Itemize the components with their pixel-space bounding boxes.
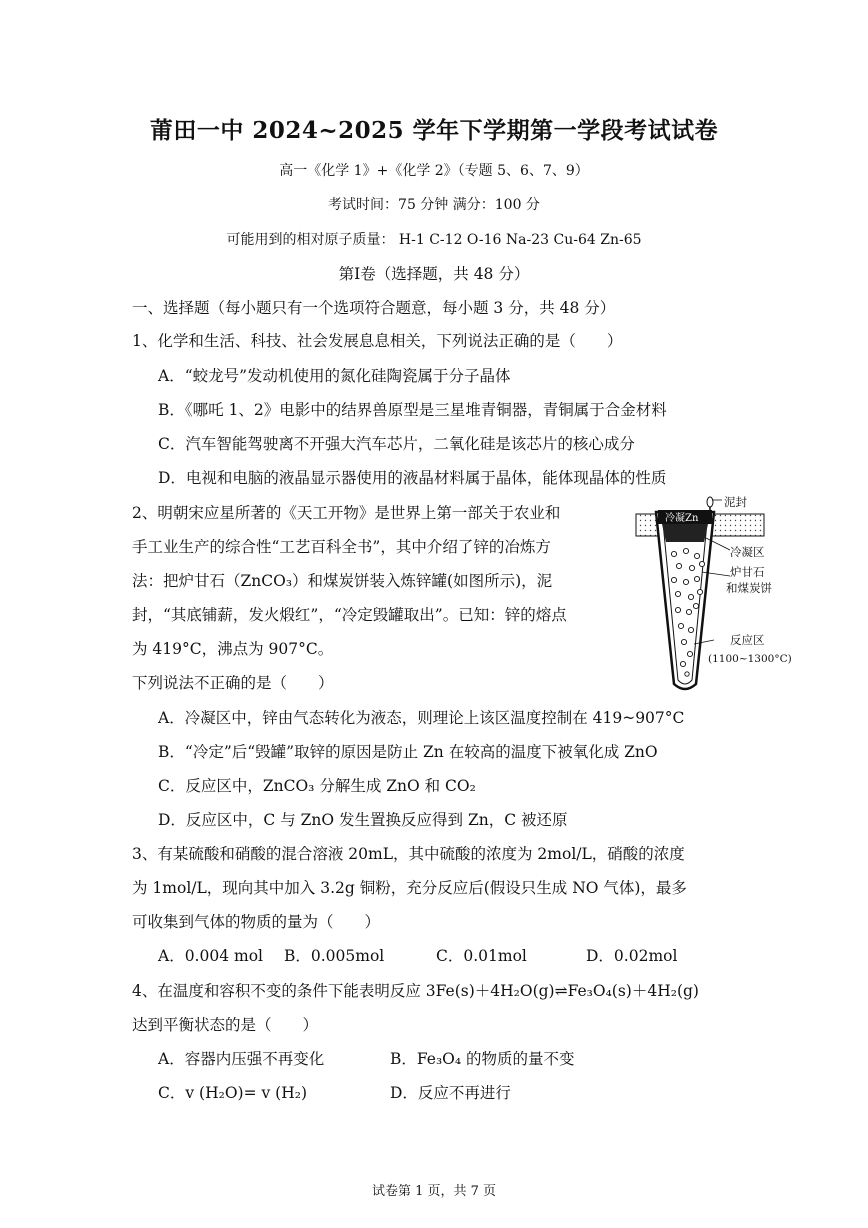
q2-line-5: 为 419°C，沸点为 907°C。 — [132, 640, 334, 658]
q4-line-2: 达到平衡状态的是（ ） — [132, 1016, 319, 1034]
zinc-smelting-diagram — [634, 494, 814, 694]
q1-option-a: A．“蛟龙号”发动机使用的氮化硅陶瓷属于分子晶体 — [158, 367, 511, 385]
q2-line-4: 封，“其底铺薪，发火煅红”，“冷定毁罐取出”。已知：锌的熔点 — [132, 606, 567, 624]
reaction-temp-label: (1100~1300°C) — [708, 653, 792, 665]
q2-option-c: C．反应区中，ZnCO₃ 分解生成 ZnO 和 CO₂ — [158, 777, 476, 795]
q1-stem: 1、化学和生活、科技、社会发展息息相关，下列说法正确的是（ ） — [132, 332, 623, 350]
q3-option-b: B．0.005mol — [284, 947, 385, 965]
reaction-zone-label: 反应区 — [730, 633, 765, 647]
q1-option-c: C．汽车智能驾驶离不开强大汽车芯片，二氧化硅是该芯片的核心成分 — [158, 435, 635, 453]
exam-time: 考试时间：75 分钟 满分：100 分 — [328, 197, 540, 213]
q2-option-b: B．“冷定”后“毁罐”取锌的原因是防止 Zn 在较高的温度下被氧化成 ZnO — [158, 743, 658, 761]
exam-subject: 高一《化学 1》+《化学 2》（专题 5、6、7、9） — [279, 163, 589, 179]
zinc-label: 冷凝Zn — [665, 513, 699, 524]
q4-option-a: A．容器内压强不再变化 — [158, 1050, 325, 1068]
exam-title: 莆田一中 2024~2025 学年下学期第一学段考试试卷 — [149, 117, 719, 144]
q3-line-2: 为 1mol/L，现向其中加入 3.2g 铜粉，充分反应后(假设只生成 NO 气体)，最多 — [132, 879, 687, 897]
q1-option-d: D．电视和电脑的液晶显示器使用的液晶材料属于晶体，能体现晶体的性质 — [158, 469, 667, 487]
q2-line-2: 手工业生产的综合性“工艺百科全书”，其中介绍了锌的冶炼方 — [132, 538, 551, 556]
q3-line-3: 可收集到气体的物质的量为（ ） — [132, 913, 381, 931]
q2-line-6: 下列说法不正确的是（ ） — [132, 674, 334, 692]
condense-chamber — [662, 524, 708, 542]
q3-option-a: A．0.004 mol — [158, 947, 263, 965]
q2-option-a: A．冷凝区中，锌由气态转化为液态，则理论上该区温度控制在 419~907°C — [158, 709, 685, 727]
q2-line-3: 法：把炉甘石（ZnCO₃）和煤炭饼装入炼锌罐(如图所示)，泥 — [132, 572, 553, 590]
volume-heading: 第Ⅰ卷（选择题，共 48 分） — [338, 265, 530, 283]
ore-label-line1: 炉甘石 — [730, 565, 765, 579]
q4-option-b: B．Fe₃O₄ 的物质的量不变 — [390, 1050, 575, 1068]
q3-option-d: D．0.02mol — [586, 947, 678, 965]
q2-option-d: D．反应区中，C 与 ZnO 发生置换反应得到 Zn，C 被还原 — [158, 811, 568, 829]
page-footer: 试卷第 1 页，共 7 页 — [371, 1184, 497, 1199]
ore-label-line2: 和煤炭饼 — [726, 581, 772, 595]
q1-option-b: B．《哪吒 1、2》电影中的结界兽原型是三星堆青铜器，青铜属于合金材料 — [158, 401, 667, 419]
seal-label: 泥封 — [724, 495, 747, 509]
q2-line-1: 2、明朝宋应星所著的《天工开物》是世界上第一部关于农业和 — [132, 504, 561, 522]
q3-option-c: C．0.01mol — [436, 947, 527, 965]
q3-line-1: 3、有某硫酸和硝酸的混合溶液 20mL，其中硫酸的浓度为 2mol/L，硝酸的浓度 — [132, 845, 685, 863]
q4-option-d: D．反应不再进行 — [390, 1084, 511, 1102]
condense-zone-label: 冷凝区 — [730, 545, 765, 559]
atomic-masses: 可能用到的相对原子质量： H-1 C-12 O-16 Na-23 Cu-64 Zn-65 — [226, 232, 642, 248]
q4-line-1: 4、在温度和容积不变的条件下能表明反应 3Fe(s)＋4H₂O(g)⇌Fe₃O₄(s)＋4H₂(g) — [132, 982, 699, 1000]
section-heading: 一、选择题（每小题只有一个选项符合题意，每小题 3 分，共 48 分） — [132, 299, 616, 317]
q4-option-c: C．v (H₂O)= v (H₂) — [158, 1084, 307, 1102]
